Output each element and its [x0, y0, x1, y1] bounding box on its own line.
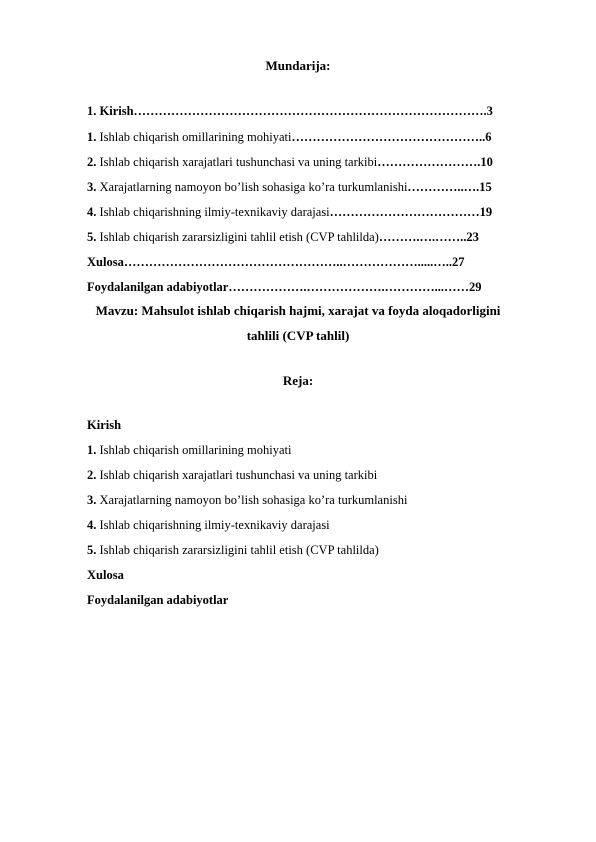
- toc-entry-num: 4.: [87, 205, 97, 219]
- toc-entry-references: [87, 280, 481, 295]
- toc-entry-dots: …………………….: [377, 155, 481, 169]
- toc-entry-page: 15: [479, 180, 492, 194]
- toc-entry-page: 27: [451, 255, 465, 269]
- toc-entry-num: 3.: [87, 180, 97, 194]
- toc-entry-dots: ………………………………: [329, 205, 480, 219]
- toc-entry-dots: ……………………………………………..……………….....…..: [123, 255, 452, 269]
- topic-line-1: Mavzu: Mahsulot ishlab chiqarish hajmi, xarajat va foyda aloqadorligini: [95, 303, 501, 318]
- toc-entry-conclusion: [87, 255, 464, 270]
- topic-line-2: tahlili (CVP tahlil): [246, 328, 350, 343]
- toc-entry-num: 2.: [87, 155, 97, 169]
- toc-entry-text: Ishlab chiqarish omillarining mohiyati: [96, 130, 292, 144]
- toc-entry-page: 29: [468, 280, 482, 294]
- plan-item-3: [87, 493, 407, 508]
- toc-entry-3: [87, 180, 492, 195]
- plan-item-1: [87, 443, 291, 458]
- toc-entry-dots: ………………………………………………………………………….: [133, 104, 487, 118]
- toc-entry-page: 19: [479, 205, 493, 219]
- plan-item-text: Ishlab chiqarish zararsizligini tahlil etish (CVP tahlilda): [96, 543, 379, 557]
- plan-item-2: [87, 468, 377, 483]
- toc-entry-page: 10: [480, 155, 493, 169]
- toc-entry-dots: ……….….……..: [378, 230, 467, 244]
- plan-intro: Kirish: [87, 418, 122, 432]
- plan-item-text: Xarajatlarning namoyon bo’lish sohasiga ko’ra turkumlanishi: [96, 493, 408, 507]
- toc-entry-page: 6: [485, 130, 492, 144]
- plan-item-text: Ishlab chiqarishning ilmiy-texnikaviy darajasi: [96, 518, 330, 532]
- toc-entry-page: 23: [466, 230, 479, 244]
- toc-entry-dots: …………..….: [407, 180, 480, 194]
- plan-item-text: Ishlab chiqarish omillarining mohiyati: [96, 443, 292, 457]
- plan-item-5: [87, 543, 379, 558]
- toc-entry-dots: ………………………………………..: [291, 130, 486, 144]
- toc-entry-dots: ……………….……………….…………...……: [228, 280, 469, 294]
- toc-entry-5: [87, 230, 479, 245]
- toc-entry-text: Foydalanilgan adabiyotlar: [87, 280, 229, 294]
- plan-item-num: 3.: [87, 493, 97, 507]
- toc-entry-1: [87, 130, 491, 145]
- toc-title: Mundarija:: [265, 58, 331, 73]
- toc-entry-text: Ishlab chiqarish zararsizligini tahlil etish (CVP tahlilda): [96, 230, 379, 244]
- plan-item-num: 4.: [87, 518, 97, 532]
- plan-references: Foydalanilgan adabiyotlar: [87, 593, 229, 607]
- toc-entry-2: [87, 155, 493, 170]
- plan-title: Reja:: [282, 373, 314, 388]
- toc-entry-page: 3: [486, 104, 493, 118]
- toc-entry-text: Xulosa: [87, 255, 124, 269]
- plan-item-text: Ishlab chiqarish xarajatlari tushunchasi va uning tarkibi: [96, 468, 378, 482]
- toc-entry-text: 1. Kirish: [87, 104, 134, 118]
- plan-item-num: 1.: [87, 443, 97, 457]
- toc-entry-text: Ishlab chiqarish xarajatlari tushunchasi va uning tarkibi: [96, 155, 378, 169]
- toc-entry-4: [87, 205, 492, 220]
- plan-conclusion: Xulosa: [87, 568, 124, 582]
- toc-entry-intro: [87, 104, 493, 119]
- plan-item-4: [87, 518, 330, 533]
- toc-entry-text: Xarajatlarning namoyon bo’lish sohasiga ko’ra turkumlanishi: [96, 180, 408, 194]
- plan-item-num: 5.: [87, 543, 97, 557]
- toc-entry-num: 5.: [87, 230, 97, 244]
- plan-item-num: 2.: [87, 468, 97, 482]
- toc-entry-num: 1.: [87, 130, 97, 144]
- toc-entry-text: Ishlab chiqarishning ilmiy-texnikaviy darajasi: [96, 205, 330, 219]
